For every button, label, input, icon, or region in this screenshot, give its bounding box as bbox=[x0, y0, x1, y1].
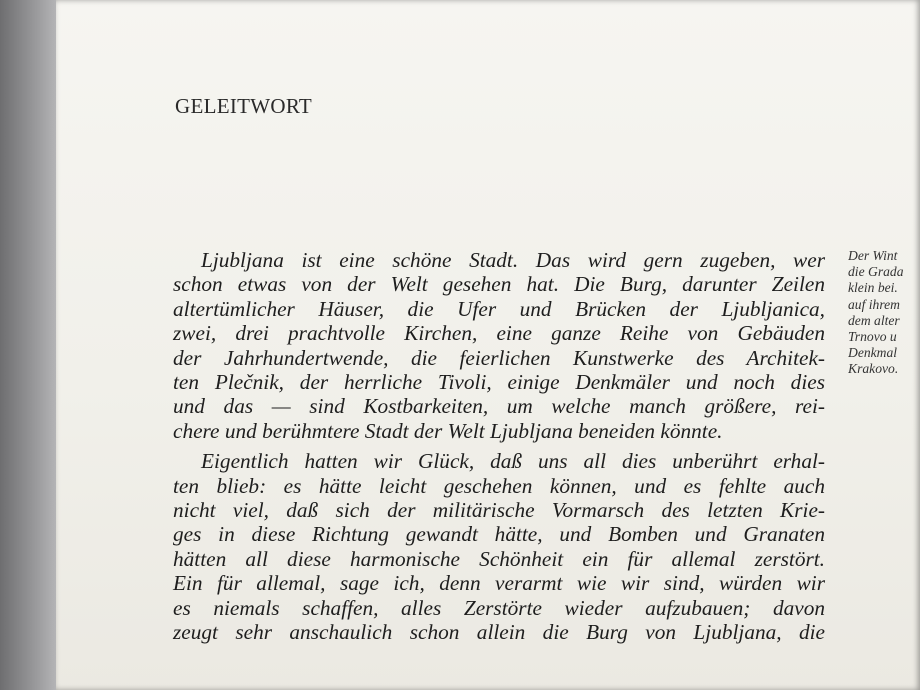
caption-line: dem alter bbox=[848, 312, 900, 328]
text-line: altertümlicher Häuser, die Ufer und Brücken der Ljubljanica, bbox=[173, 296, 825, 321]
text-line: Ein für allemal, sage ich, denn verarmt wie wir sind, würden wir bbox=[173, 571, 825, 596]
text-line: zwei, drei prachtvolle Kirchen, eine ganze Reihe von Gebäuden bbox=[173, 321, 825, 346]
caption-line: Trnovo u bbox=[848, 329, 897, 345]
paragraph-2 bbox=[173, 449, 825, 644]
caption-line: Krakovo. bbox=[848, 361, 899, 377]
text-line: ten blieb: es hätte leicht geschehen können, und es fehlte auch bbox=[173, 473, 825, 498]
caption-line: Denkmal bbox=[848, 345, 898, 361]
book-spine-shadow bbox=[0, 0, 60, 690]
paragraph-1 bbox=[173, 248, 825, 443]
text-line: ten Plečnik, der herrliche Tivoli, einige Denkmäler und noch dies bbox=[173, 370, 825, 395]
text-line: nicht viel, daß sich der militärische Vormarsch des letzten Krie- bbox=[173, 498, 825, 523]
text-line: chere und berühmtere Stadt der Welt Ljubljana beneiden könnte. bbox=[173, 418, 723, 443]
page-heading: GELEITWORT bbox=[175, 94, 313, 118]
text-line: Ljubljana ist eine schöne Stadt. Das wird gern zugeben, wer bbox=[201, 248, 825, 272]
text-line: ges in diese Richtung gewandt hätte, und Bomben und Granaten bbox=[173, 522, 825, 547]
caption-line: Der Wint bbox=[848, 248, 898, 263]
text-line: schon etwas von der Welt gesehen hat. Die Burg, darunter Zeilen bbox=[173, 272, 825, 297]
text-line: der Jahrhundertwende, die feierlichen Kunstwerke des Architek- bbox=[173, 345, 825, 370]
text-line: hätten all diese harmonische Schönheit ein für allemal zerstört. bbox=[173, 546, 825, 571]
caption-line: auf ihrem bbox=[848, 296, 900, 312]
text-line: und das — sind Kostbarkeiten, um welche manch größere, rei- bbox=[173, 394, 825, 419]
caption-line: klein bei. bbox=[848, 280, 898, 296]
text-line: Eigentlich hatten wir Glück, daß uns all dies unberührt erhal- bbox=[201, 449, 825, 474]
caption-line: die Grada bbox=[848, 264, 904, 280]
margin-caption bbox=[848, 248, 920, 378]
text-line: zeugt sehr anschaulich schon allein die Burg von Ljubljana, die bbox=[173, 620, 825, 645]
text-line: es niemals schaffen, alles Zerstörte wieder aufzubauen; davon bbox=[173, 595, 825, 620]
main-text bbox=[173, 248, 825, 651]
